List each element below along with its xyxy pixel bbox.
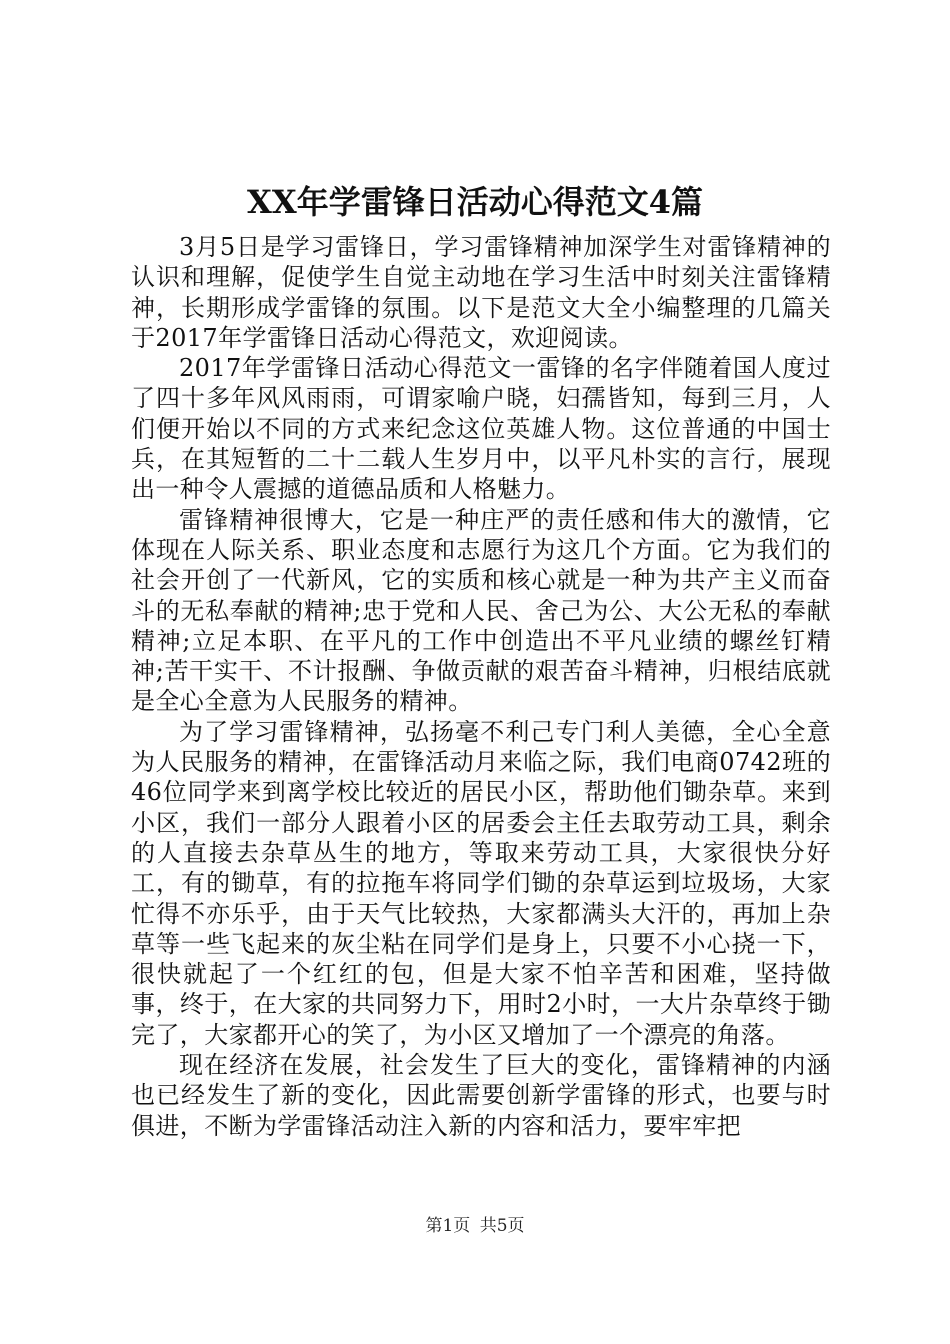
paragraph-essay-one: 2017年学雷锋日活动心得范文一雷锋的名字伴随着国人度过了四十多年风风雨雨，可谓家喻户晓，妇孺皆知，每到三月，人们便开始以不同的方式来纪念这位英雄人物。这位普通的中国士兵，在其短暂的二十二载人生岁月中，以平凡朴实的言行，展现出一种令人震撼的道德品质和人格魅力。 [131,354,831,504]
paragraph-development: 现在经济在发展，社会发生了巨大的变化，雷锋精神的内涵也已经发生了新的变化，因此需要创新学雷锋的形式，也要与时俱进，不断为学雷锋活动注入新的内容和活力，要牢牢把 [131,1051,831,1140]
document-title: XX年学雷锋日活动心得范文4篇 [247,183,703,221]
page-total: 共5页 [479,1216,525,1236]
page-number: 第1页 [425,1216,471,1236]
paragraph-spirit: 雷锋精神很博大，它是一种庄严的责任感和伟大的激情，它体现在人际关系、职业态度和志愿行为这几个方面。它为我们的社会开创了一代新风，它的实质和核心就是一种为共产主义而奋斗的无私奉献的精神;忠于党和人民、舍己为公、大公无私的奉献精神;立足本职、在平凡的工作中创造出不平凡业绩的螺丝钉精神;苦干实干、不计报酬、争做贡献的艰苦奋斗精神，归根结底就是全心全意为人民服务的精神。 [131,505,831,716]
document-body [131,232,831,1141]
paragraph-activity: 为了学习雷锋精神，弘扬毫不利己专门利人美德，全心全意为人民服务的精神，在雷锋活动月来临之际，我们电商0742班的46位同学来到离学校比较近的居民小区，帮助他们锄杂草。来到小区，我们一部分人跟着小区的居委会主任去取劳动工具，剩余的人直接去杂草丛生的地方，等取来劳动工具，大家很快分好工，有的锄草，有的拉拖车将同学们锄的杂草运到垃圾场，大家忙得不亦乐乎，由于天气比较热，大家都满头大汗的，再加上杂草等一些飞起来的灰尘粘在同学们是身上，只要不小心挠一下，很快就起了一个红红的包，但是大家不怕辛苦和困难，坚持做事，终于，在大家的共同努力下，用时2小时，一大片杂草终于锄完了，大家都开心的笑了，为小区又增加了一个漂亮的角落。 [131,717,831,1049]
paragraph-intro: 3月5日是学习雷锋日，学习雷锋精神加深学生对雷锋精神的认识和理解，促使学生自觉主动地在学习生活中时刻关注雷锋精神，长期形成学雷锋的氛围。以下是范文大全小编整理的几篇关于2017年学雷锋日活动心得范文，欢迎阅读。 [131,233,831,352]
page-footer [0,1214,950,1238]
